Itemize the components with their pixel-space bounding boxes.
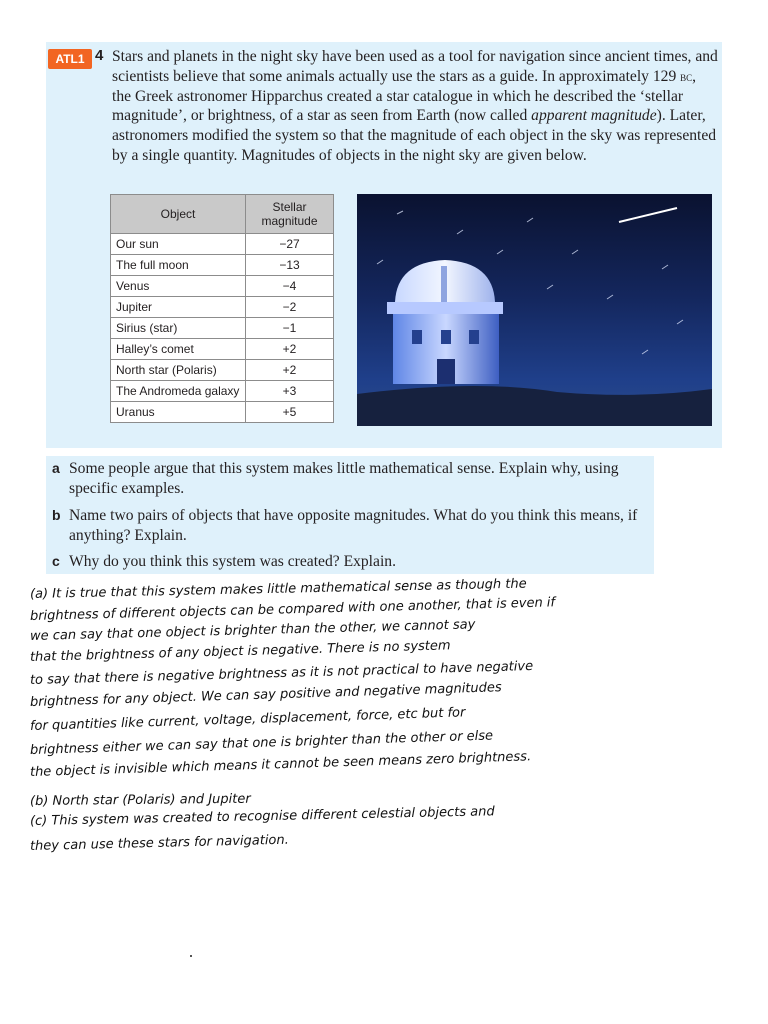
question-label: a	[52, 460, 60, 476]
row-object: Uranus	[111, 402, 246, 423]
intro-part-2: , the Greek astronomer Hipparchus created a star catalogue in which he described the ‘stellar magnitude’, or brightness, of a star as seen from Earth (now called	[112, 67, 697, 125]
handwritten-line: they can use these stars for navigation.	[29, 832, 289, 854]
row-magnitude: +2	[246, 339, 334, 360]
question-label: c	[52, 553, 60, 569]
row-magnitude: −2	[246, 297, 334, 318]
header-magnitude: Stellar magnitude	[246, 195, 334, 234]
observatory-window	[441, 330, 451, 344]
table-row	[111, 297, 334, 318]
observatory-ring	[387, 302, 503, 314]
row-magnitude: +5	[246, 402, 334, 423]
table-row	[111, 276, 334, 297]
observatory-illustration	[357, 194, 712, 426]
handwritten-line: (b) North star (Polaris) and Jupiter	[29, 791, 251, 809]
table-row	[111, 234, 334, 255]
row-magnitude: −4	[246, 276, 334, 297]
handwritten-line: brightness of different objects can be compared with one another, that is even if	[29, 595, 556, 624]
handwritten-line: that the brightness of any object is negative. There is no system	[29, 638, 451, 665]
handwritten-line: we can say that one object is brighter than the other, we cannot say	[29, 617, 476, 644]
observatory-window	[412, 330, 422, 344]
row-magnitude: +2	[246, 360, 334, 381]
row-object: The Andromeda galaxy	[111, 381, 246, 402]
handwritten-line: (a) It is true that this system makes little mathematical sense as though the	[29, 576, 527, 602]
observatory-door	[437, 359, 455, 384]
table-row	[111, 339, 334, 360]
magnitude-table	[110, 194, 334, 423]
handwritten-line: to say that there is negative brightness as it is not practical to have negative	[29, 658, 534, 688]
question-text: Some people argue that this system makes little mathematical sense. Explain why, using specific examples.	[69, 460, 619, 497]
header-object: Object	[111, 195, 246, 234]
table-row	[111, 360, 334, 381]
observatory-photo	[357, 194, 712, 426]
question-number: 4	[95, 47, 104, 64]
stray-mark	[190, 955, 192, 957]
dome-slit	[441, 266, 447, 302]
row-object: Our sun	[111, 234, 246, 255]
intro-part-1: Stars and planets in the night sky have been used as a tool for navigation since ancient times, and scientists believe that some animals actually use the stars as a guide. In approximately 129	[112, 48, 718, 85]
ground	[357, 386, 712, 426]
question-c	[52, 552, 652, 572]
row-magnitude: −13	[246, 255, 334, 276]
handwritten-line: brightness for any object. We can say positive and negative magnitudes	[29, 680, 502, 710]
question-text: Name two pairs of objects that have opposite magnitudes. What do you think this means, if anything? Explain.	[69, 507, 638, 544]
question-a	[52, 459, 652, 498]
question-text: Why do you think this system was created? Explain.	[69, 553, 396, 570]
question-intro	[112, 47, 718, 166]
table-row	[111, 402, 334, 423]
observatory-window	[469, 330, 479, 344]
shooting-star	[619, 208, 677, 222]
row-magnitude: −27	[246, 234, 334, 255]
row-object: Venus	[111, 276, 246, 297]
table-header-row	[111, 195, 334, 234]
row-object: The full moon	[111, 255, 246, 276]
handwritten-line: (c) This system was created to recognise different celestial objects and	[29, 804, 495, 829]
intro-part-3: ). Later, astronomers modified the system so that the magnitude of each object in the sky was represented by a single quantity. Magnitudes of objects in the night sky are given below.	[112, 107, 717, 164]
atl-badge: ATL1	[48, 49, 92, 69]
row-magnitude: +3	[246, 381, 334, 402]
handwritten-line: the object is invisible which means it cannot be seen means zero brightness.	[29, 749, 532, 780]
row-object: Sirius (star)	[111, 318, 246, 339]
question-label: b	[52, 507, 61, 523]
table-row	[111, 255, 334, 276]
row-object: Jupiter	[111, 297, 246, 318]
table-row	[111, 318, 334, 339]
row-object: Halley’s comet	[111, 339, 246, 360]
table-row	[111, 381, 334, 402]
row-magnitude: −1	[246, 318, 334, 339]
intro-bc: bc	[680, 68, 693, 84]
handwritten-line: brightness either we can say that one is brighter than the other or else	[29, 728, 494, 758]
row-object: North star (Polaris)	[111, 360, 246, 381]
intro-apparent-magnitude: apparent magnitude	[531, 107, 657, 125]
question-b	[52, 506, 652, 545]
handwritten-line: for quantities like current, voltage, displacement, force, etc but for	[29, 705, 466, 734]
